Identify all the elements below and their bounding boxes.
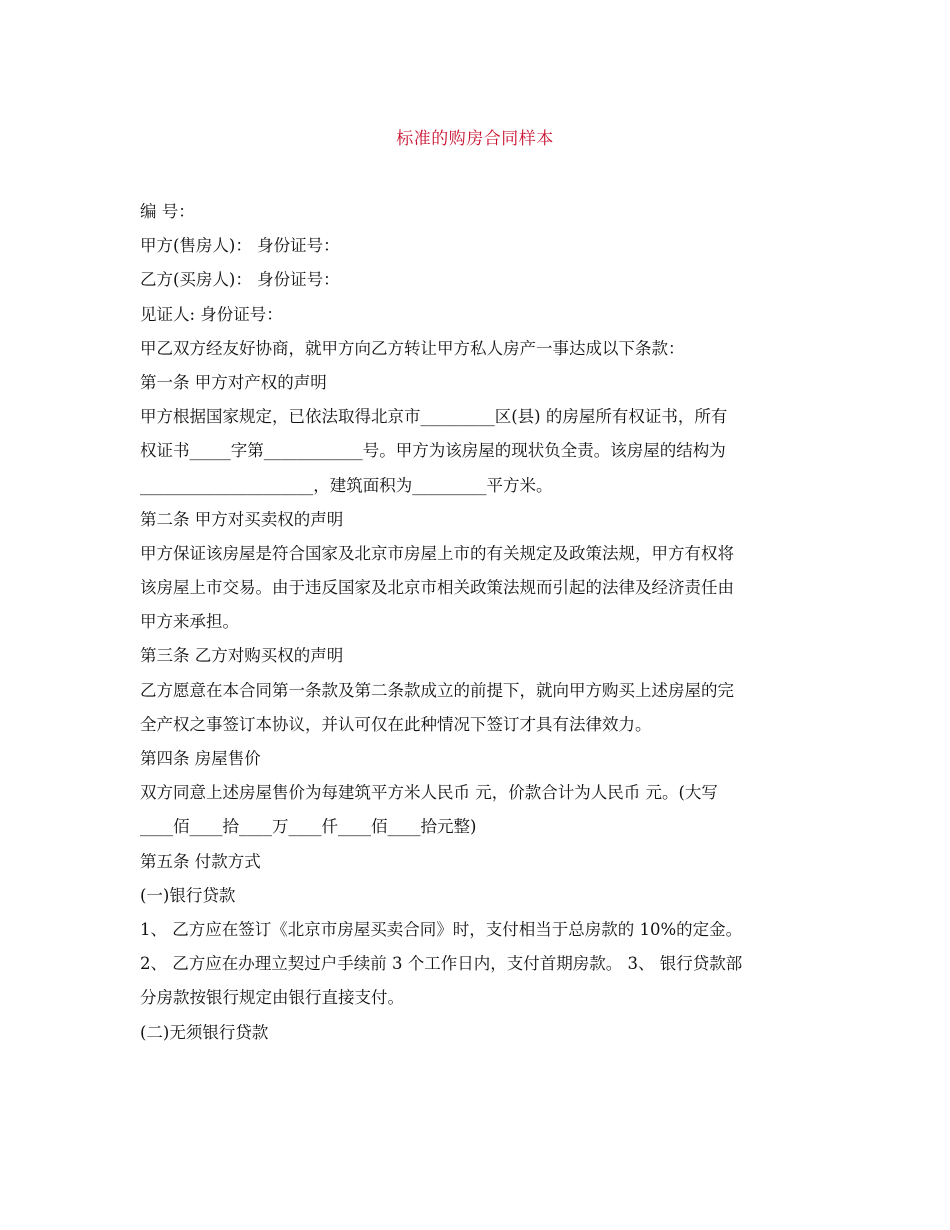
witness-line: 见证人: 身份证号： bbox=[140, 304, 283, 324]
article-2-text-1: 甲方保证该房屋是符合国家及北京市房屋上市的有关规定及政策法规，甲方有权将 bbox=[140, 543, 734, 563]
seller-line: 甲方(售房人)： 身份证号： bbox=[140, 236, 340, 256]
contract-number-line: 编 号： bbox=[140, 202, 195, 221]
article-5-item-2: 2、 乙方应在办理立契过户手续前 3 个工作日内，支付首期房款。 3、 银行贷款部 bbox=[140, 954, 743, 974]
article-1-text-2: 权证书_____字第____________号。甲方为该房屋的现状负全责。该房屋的结构为 bbox=[140, 441, 726, 461]
article-1-text-1: 甲方根据国家规定，已依法取得北京市_________区(县) 的房屋所有权证书，所有 bbox=[140, 407, 728, 427]
article-3-text-1: 乙方愿意在本合同第一条款及第二条款成立的前提下，就向甲方购买上述房屋的完 bbox=[140, 680, 734, 700]
article-3-heading: 第三条 乙方对购买权的声明 bbox=[140, 646, 344, 666]
article-1-heading: 第一条 甲方对产权的声明 bbox=[140, 372, 327, 392]
article-1-text-3: _____________________，建筑面积为_________平方米。 bbox=[140, 475, 553, 495]
article-2-text-2: 该房屋上市交易。由于违反国家及北京市相关政策法规而引起的法律及经济责任由 bbox=[140, 578, 734, 598]
article-5-section-1: (一)银行贷款 bbox=[140, 885, 236, 905]
article-4-text-2: ____佰____拾____万____仟____佰____拾元整) bbox=[140, 817, 477, 837]
article-5-item-1: 1、 乙方应在签订《北京市房屋买卖合同》时，支付相当于总房款的 10%的定金。 bbox=[140, 919, 743, 939]
article-3-text-2: 全产权之事签订本协议，并认可仅在此种情况下签订才具有法律效力。 bbox=[140, 714, 652, 734]
article-2-text-3: 甲方来承担。 bbox=[140, 612, 239, 632]
article-4-text-1: 双方同意上述房屋售价为每建筑平方米人民币 元，价款合计为人民币 元。(大写 bbox=[140, 783, 718, 803]
document-body bbox=[140, 195, 820, 1050]
preamble-line: 甲乙双方经友好协商，就甲方向乙方转让甲方私人房产一事达成以下条款： bbox=[140, 338, 685, 358]
article-5-item-3: 分房款按银行规定由银行直接支付。 bbox=[140, 988, 404, 1008]
article-4-heading: 第四条 房屋售价 bbox=[140, 749, 261, 768]
buyer-line: 乙方(买房人)： 身份证号： bbox=[140, 270, 340, 290]
article-2-heading: 第二条 甲方对买卖权的声明 bbox=[140, 509, 344, 529]
article-5-heading: 第五条 付款方式 bbox=[140, 851, 261, 871]
document-title: 标准的购房合同样本 bbox=[396, 129, 554, 149]
article-5-section-2: (二)无须银行贷款 bbox=[140, 1022, 269, 1042]
